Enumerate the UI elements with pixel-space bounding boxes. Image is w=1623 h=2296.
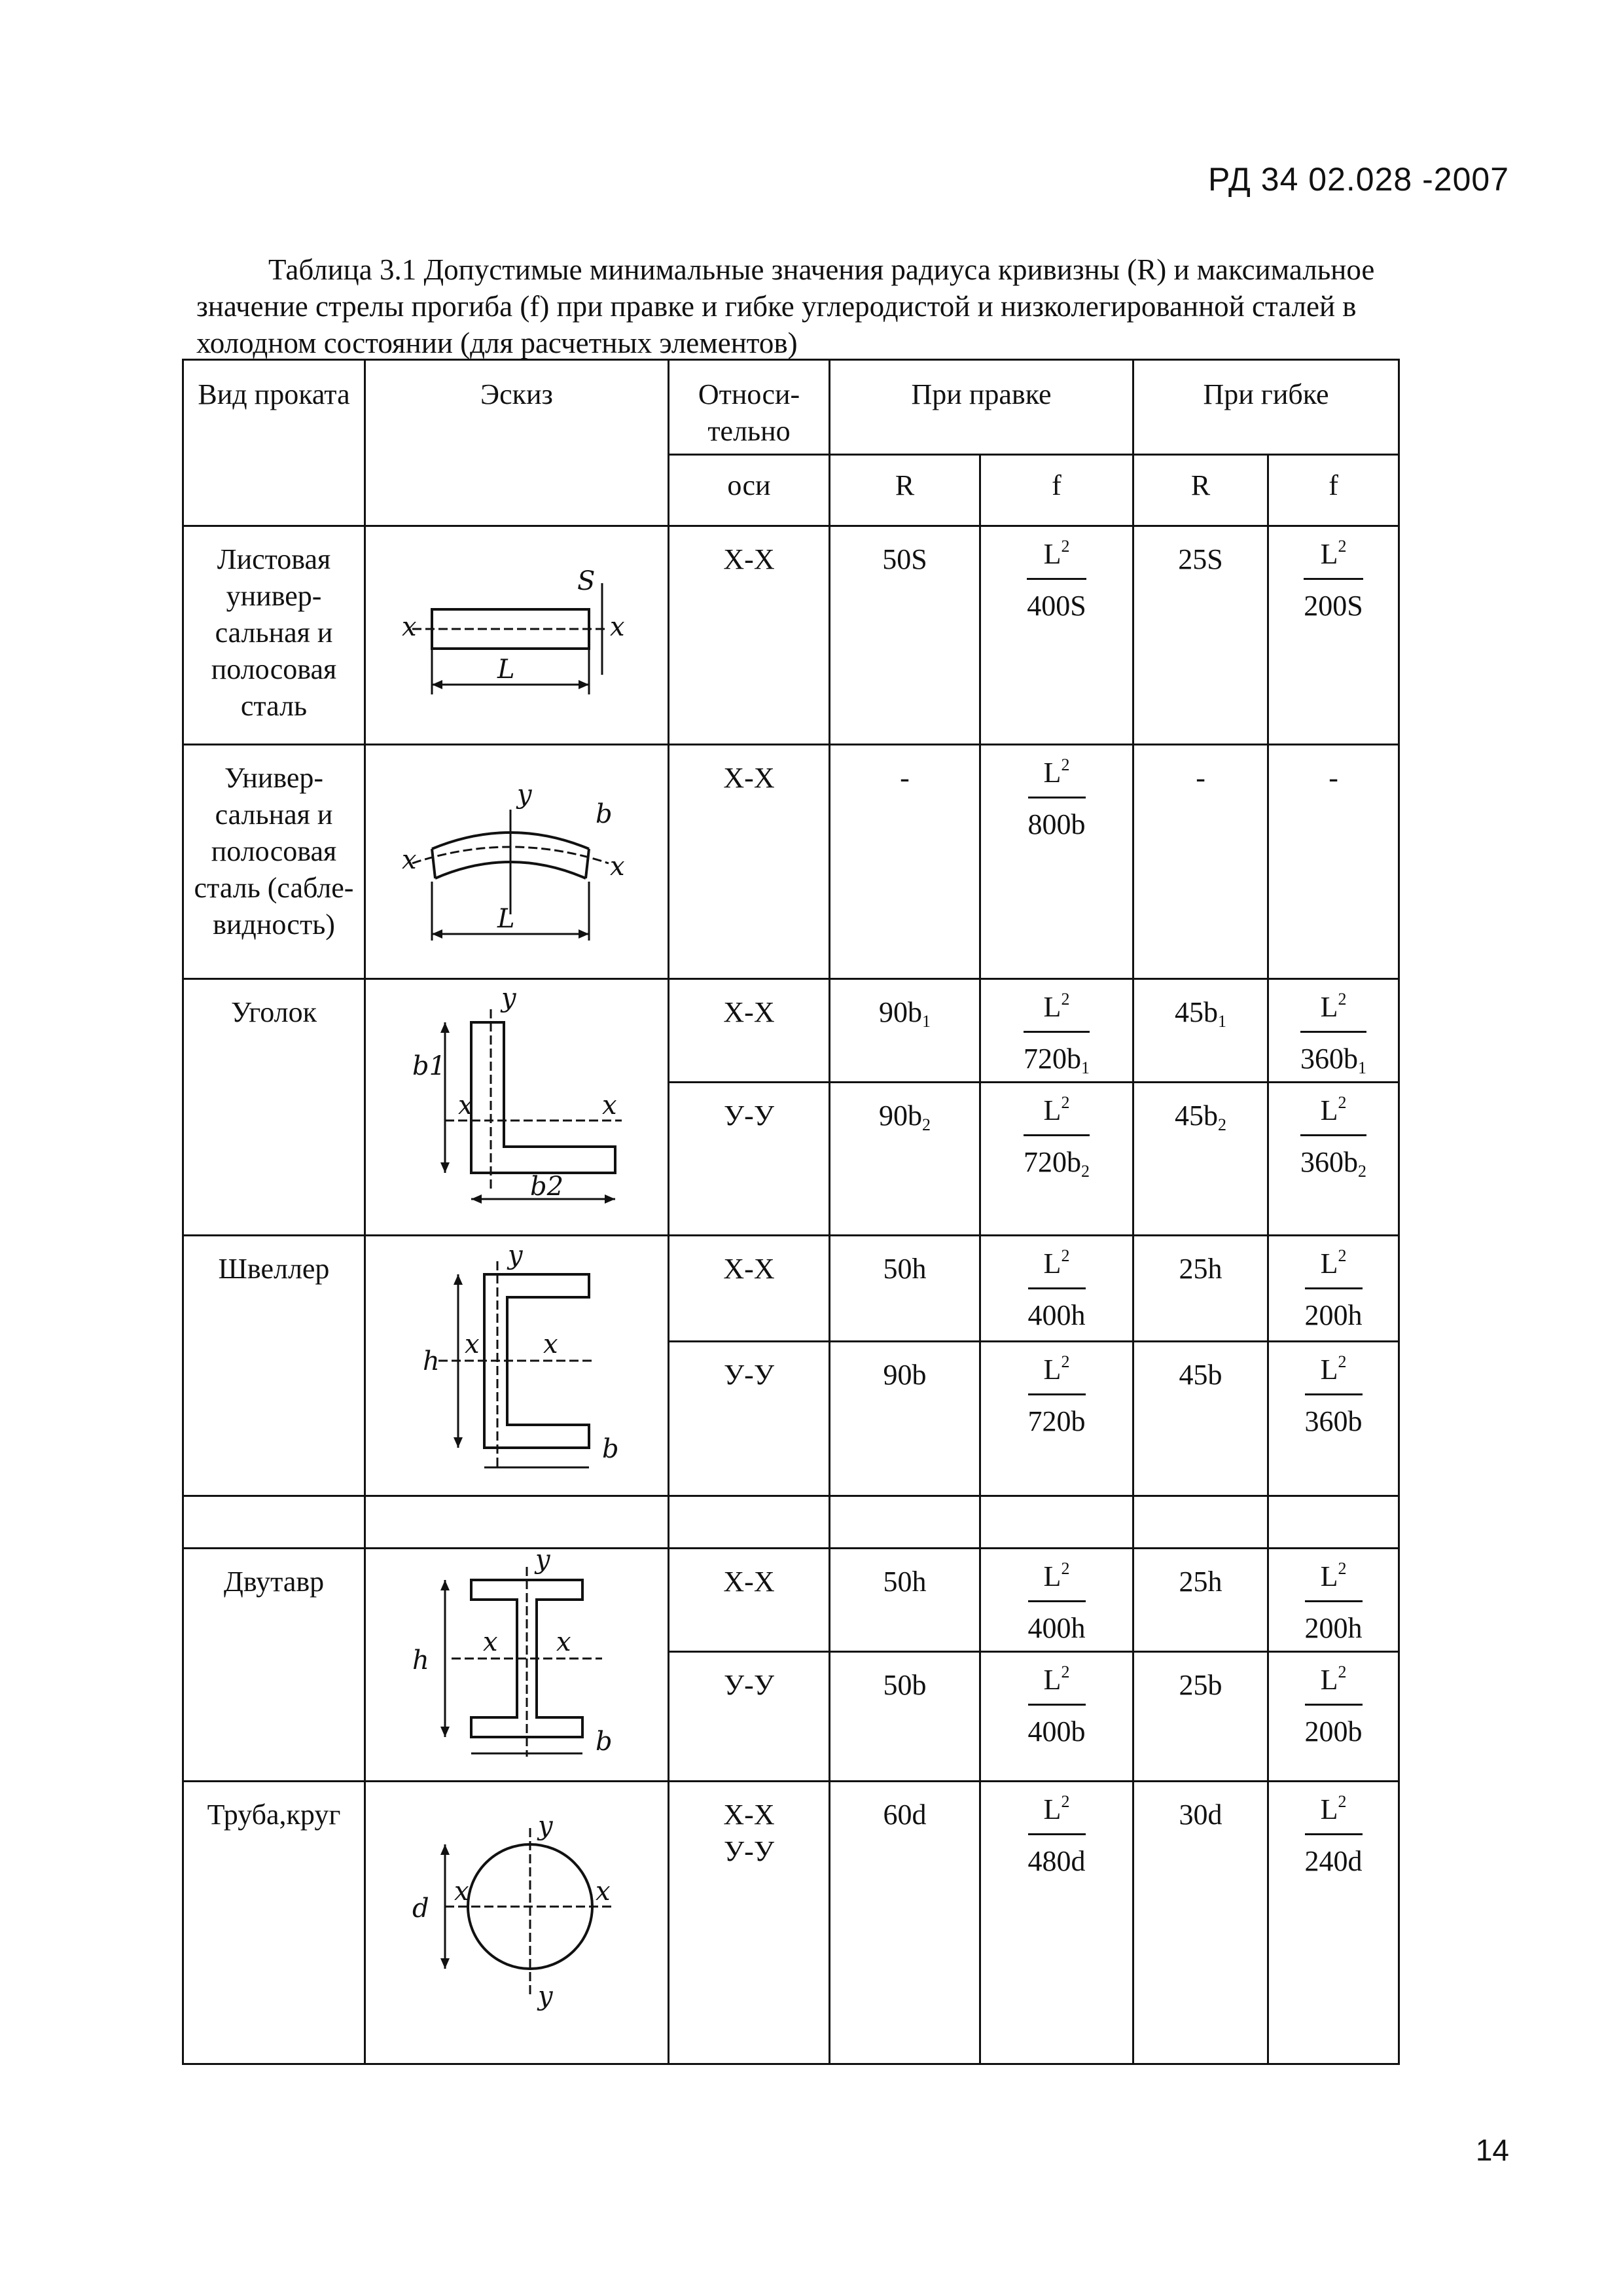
f-straighten-cell: $\frac{L^2}{480d}$	[980, 1782, 1133, 2064]
axis-cell	[669, 1782, 830, 2064]
f-bend-cell: $\frac{L^2}{360b_2}$	[1268, 1083, 1399, 1236]
table-row	[183, 1549, 1399, 1652]
length-label: L	[497, 903, 515, 934]
r-bend-cell: 45b	[1133, 1342, 1268, 1496]
f-bend-cell: $\frac{L^2}{360b_1}$	[1268, 979, 1399, 1083]
r-bend-cell: $45b_2$	[1133, 1083, 1268, 1236]
f-bend-cell: $\frac{L^2}{240d}$	[1268, 1782, 1399, 2064]
f-straighten-cell: $\frac{L^2}{720b_2}$	[980, 1083, 1133, 1236]
document-code: РД 34 02.028 -2007	[1208, 161, 1509, 198]
axis-label: x	[457, 1090, 473, 1121]
axis-cell: У-У	[669, 1652, 830, 1782]
axis-cell: X-X	[669, 1236, 830, 1342]
camber-diagram	[373, 751, 661, 973]
kind-cell: Уголок	[183, 979, 365, 1236]
tolerance-table	[182, 359, 1400, 2065]
axis-label: x	[543, 1329, 558, 1359]
page-number: 14	[1475, 2133, 1509, 2167]
axis-label: x	[556, 1626, 571, 1657]
r-bend-cell: 25h	[1133, 1236, 1268, 1342]
header-axis	[669, 360, 830, 455]
axis-xx: X-X	[723, 1799, 775, 1831]
axis-label: x	[595, 1876, 611, 1907]
f-straighten-cell: $\frac{L^2}{800b}$	[980, 745, 1133, 979]
thickness-label: S	[577, 565, 595, 596]
header-r-straighten: R	[830, 455, 980, 526]
sketch-ibeam	[365, 1549, 669, 1782]
table-caption	[196, 251, 1479, 361]
kind-cell: Двутавр	[183, 1549, 365, 1782]
caption-line: Таблица 3.1 Допустимые минимальные значения радиуса кривизны (R) и максимальное	[268, 253, 1375, 286]
header-kind: Вид проката	[183, 360, 365, 526]
header-r-bend: R	[1133, 455, 1268, 526]
axis-cell: X-X	[669, 979, 830, 1083]
header-straighten: При правке	[830, 360, 1133, 455]
kind-cell: Труба,круг	[183, 1782, 365, 2064]
caption-line: холодном состоянии (для расчетных элементов)	[196, 327, 798, 359]
sketch-camber	[365, 745, 669, 979]
diameter-label: d	[412, 1893, 429, 1924]
kind-cell: Швеллер	[183, 1236, 365, 1496]
sketch-pipe	[365, 1782, 669, 2064]
r-bend-cell: 25b	[1133, 1652, 1268, 1782]
f-bend-cell: $\frac{L^2}{200S}$	[1268, 526, 1399, 745]
width-label: b	[601, 1433, 619, 1464]
axis-label: y	[537, 1811, 553, 1841]
axis-label: y	[537, 1981, 553, 2011]
r-straighten-cell: 60d	[830, 1782, 980, 2064]
f-straighten-cell: $\frac{L^2}{720b_1}$	[980, 979, 1133, 1083]
sketch-channel	[365, 1236, 669, 1496]
table-row	[183, 979, 1399, 1083]
f-straighten-cell: $\frac{L^2}{400b}$	[980, 1652, 1133, 1782]
r-bend-cell: 25h	[1133, 1549, 1268, 1652]
r-straighten-cell: $90b_1$	[830, 979, 980, 1083]
table-row	[183, 1782, 1399, 2064]
axis-label: y	[535, 1553, 550, 1575]
f-straighten-cell: $\frac{L^2}{720b}$	[980, 1342, 1133, 1496]
f-bend-cell: $\frac{L^2}{200b}$	[1268, 1652, 1399, 1782]
axis-cell: X-X	[669, 526, 830, 745]
caption-line: значение стрелы прогиба (f) при правке и гибке углеродистой и низколегированной сталей в	[196, 290, 1357, 323]
f-straighten-cell: $\frac{L^2}{400h}$	[980, 1549, 1133, 1652]
height-label: h	[422, 1346, 440, 1376]
r-bend-cell: 30d	[1133, 1782, 1268, 2064]
r-bend-cell: $45b_1$	[1133, 979, 1268, 1083]
axis-label: x	[609, 611, 625, 642]
flange-label: b2	[529, 1171, 563, 1202]
r-straighten-cell: 50h	[830, 1236, 980, 1342]
flange-label: b1	[412, 1050, 446, 1081]
deflection-label: y	[516, 779, 532, 810]
table-row	[183, 745, 1399, 979]
kind-cell: Листовая универ-сальная и полосовая сталь	[183, 526, 365, 745]
axis-yy: У-У	[724, 1835, 774, 1867]
axis-cell: У-У	[669, 1342, 830, 1496]
axis-cell: X-X	[669, 745, 830, 979]
sketch-sheet	[365, 526, 669, 745]
axis-label: x	[401, 844, 417, 875]
axis-cell: У-У	[669, 1083, 830, 1236]
r-straighten-cell: 90b	[830, 1342, 980, 1496]
axis-cell: X-X	[669, 1549, 830, 1652]
height-label: h	[412, 1645, 429, 1676]
length-label: L	[497, 654, 515, 685]
axis-label: x	[401, 611, 417, 642]
f-bend-cell: -	[1268, 745, 1399, 979]
sheet-steel-diagram	[373, 531, 661, 740]
pipe-diagram	[373, 1808, 661, 2018]
i-beam-diagram	[373, 1554, 661, 1776]
axis-label: y	[501, 982, 516, 1013]
r-straighten-cell: 50b	[830, 1652, 980, 1782]
width-label: b	[595, 798, 613, 829]
axis-label: y	[507, 1241, 523, 1270]
f-bend-cell: $\frac{L^2}{360b}$	[1268, 1342, 1399, 1496]
header-bend: При гибке	[1133, 360, 1399, 455]
r-straighten-cell: 50h	[830, 1549, 980, 1652]
angle-diagram	[373, 983, 661, 1232]
header-f-straighten: f	[980, 455, 1133, 526]
f-bend-cell: $\frac{L^2}{200h}$	[1268, 1549, 1399, 1652]
r-straighten-cell: 50S	[830, 526, 980, 745]
f-straighten-cell: $\frac{L^2}{400S}$	[980, 526, 1133, 745]
axis-label: x	[609, 851, 625, 882]
header-axis-bottom: оси	[669, 455, 830, 526]
r-bend-cell: 25S	[1133, 526, 1268, 745]
header-f-bend: f	[1268, 455, 1399, 526]
axis-label: x	[601, 1090, 617, 1121]
axis-label: x	[454, 1876, 469, 1907]
r-straighten-cell: $90b_2$	[830, 1083, 980, 1236]
channel-diagram	[373, 1242, 661, 1490]
r-straighten-cell: -	[830, 745, 980, 979]
header-axis-top: Относи-тельно	[698, 378, 800, 447]
axis-label: x	[482, 1626, 498, 1657]
f-straighten-cell: $\frac{L^2}{400h}$	[980, 1236, 1133, 1342]
width-label: b	[595, 1726, 613, 1757]
axis-label: x	[464, 1329, 480, 1359]
header-sketch: Эскиз	[365, 360, 669, 526]
table-row	[183, 1236, 1399, 1342]
r-bend-cell: -	[1133, 745, 1268, 979]
table-row	[183, 526, 1399, 745]
sketch-angle	[365, 979, 669, 1236]
kind-cell: Универ-сальная и полосовая сталь (сабле-видность)	[183, 745, 365, 979]
empty-row	[183, 1496, 1399, 1549]
f-bend-cell: $\frac{L^2}{200h}$	[1268, 1236, 1399, 1342]
